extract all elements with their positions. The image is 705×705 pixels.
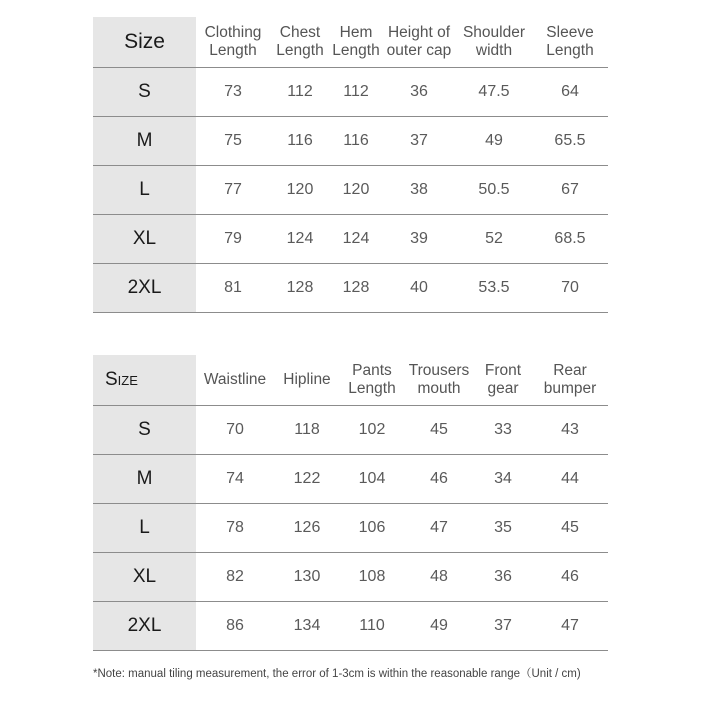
- measurement-cell: 53.5: [478, 278, 510, 296]
- column-header: [456, 17, 532, 67]
- measurement-cell: 39: [410, 229, 428, 247]
- measurement-cell: 128: [342, 278, 370, 296]
- column-header-line: Clothing: [204, 23, 262, 41]
- column-header-line: outer cap: [386, 41, 452, 59]
- measurement-cell: 128: [286, 278, 314, 296]
- measurement-cell: 74: [226, 469, 244, 487]
- measurement-cell: 118: [294, 420, 320, 438]
- measurement-cell: 45: [430, 420, 448, 438]
- column-header-line: Hem: [339, 23, 373, 41]
- size-label: S: [93, 67, 196, 116]
- top-size-table: [93, 17, 608, 313]
- measurement-cell: 126: [293, 518, 321, 536]
- measurement-cell: 130: [293, 567, 321, 585]
- size-label: 2XL: [93, 263, 196, 312]
- measurement-cell: 45: [561, 518, 579, 536]
- table-row: [93, 503, 608, 552]
- measurement-cell: 70: [561, 278, 579, 296]
- measurement-cell: 38: [410, 180, 428, 198]
- column-header-line: Trousers: [408, 361, 470, 379]
- measurement-cell: 120: [342, 180, 370, 198]
- measurement-cell: 36: [410, 82, 428, 100]
- column-header-line: Rear: [553, 361, 587, 379]
- measurement-cell: 40: [410, 278, 428, 296]
- measurement-cell: 104: [358, 469, 386, 487]
- measurement-cell: 47: [561, 616, 579, 634]
- size-column-header: Size: [93, 17, 196, 67]
- measurement-cell: 36: [494, 567, 512, 585]
- column-header: [532, 355, 608, 405]
- table-row: [93, 214, 608, 263]
- table-row: [93, 552, 608, 601]
- measurement-cell: 77: [224, 180, 242, 198]
- measurement-cell: 108: [358, 567, 386, 585]
- column-header-line: Sleeve: [546, 23, 594, 41]
- column-header-line: Height of: [387, 23, 451, 41]
- measurement-cell: 37: [494, 616, 512, 634]
- measurement-cell: 46: [561, 567, 579, 585]
- column-header-line: width: [475, 41, 513, 59]
- measurement-cell: 122: [293, 469, 321, 487]
- size-label: L: [93, 503, 196, 552]
- size-label: XL: [93, 552, 196, 601]
- size-label: S: [93, 405, 196, 454]
- measurement-cell: 82: [226, 567, 244, 585]
- column-header: [382, 17, 456, 67]
- measurement-cell: 106: [358, 518, 386, 536]
- measurement-cell: 64: [561, 82, 579, 100]
- measurement-cell: 134: [293, 616, 321, 634]
- column-header-line: gear: [487, 379, 519, 397]
- header-row: [93, 17, 608, 67]
- measurement-cell: 124: [286, 229, 314, 247]
- column-header-line: Length: [546, 41, 594, 59]
- measurement-cell: 68.5: [554, 229, 586, 247]
- column-header-line: Length: [348, 379, 396, 397]
- column-header: [274, 355, 340, 405]
- table-row: [93, 116, 608, 165]
- measurement-cell: 49: [485, 131, 503, 149]
- table-row: [93, 601, 608, 650]
- column-header: [532, 17, 608, 67]
- measurement-cell: 37: [410, 131, 428, 149]
- measurement-cell: 75: [224, 131, 242, 149]
- column-header: [404, 355, 474, 405]
- measurement-cell: 44: [561, 469, 579, 487]
- size-label: L: [93, 165, 196, 214]
- column-header-line: Pants: [352, 361, 392, 379]
- column-header-line: Chest: [279, 23, 321, 41]
- column-header-line: Length: [209, 41, 257, 59]
- measurement-cell: 52: [485, 229, 503, 247]
- column-header-line: Waistline: [203, 370, 267, 388]
- measurement-cell: 120: [286, 180, 314, 198]
- size-column-header: Size: [93, 355, 196, 405]
- measurement-cell: 48: [430, 567, 448, 585]
- column-header-line: Length: [332, 41, 380, 59]
- table-row: [93, 165, 608, 214]
- column-header: [474, 355, 532, 405]
- column-header-line: bumper: [543, 379, 597, 397]
- measurement-cell: 33: [494, 420, 512, 438]
- measurement-cell: 112: [287, 82, 313, 100]
- measurement-cell: 78: [226, 518, 244, 536]
- measurement-cell: 67: [561, 180, 579, 198]
- table-row: [93, 67, 608, 116]
- size-label: M: [93, 116, 196, 165]
- column-header: [196, 355, 274, 405]
- measurement-cell: 110: [359, 616, 385, 634]
- measurement-note: *Note: manual tiling measurement, the error of 1-3cm is within the reasonable range（Unit / cm): [93, 668, 581, 680]
- header-row: [93, 355, 608, 405]
- measurement-cell: 124: [342, 229, 370, 247]
- measurement-cell: 47.5: [478, 82, 510, 100]
- table-row: [93, 405, 608, 454]
- measurement-cell: 102: [358, 420, 386, 438]
- column-header-line: Length: [276, 41, 324, 59]
- measurement-cell: 49: [430, 616, 448, 634]
- column-header: [196, 17, 270, 67]
- table-row: [93, 263, 608, 312]
- measurement-cell: 73: [224, 82, 242, 100]
- measurement-cell: 43: [561, 420, 579, 438]
- size-label: 2XL: [93, 601, 196, 650]
- measurement-cell: 47: [430, 518, 448, 536]
- column-header: [340, 355, 404, 405]
- measurement-cell: 34: [494, 469, 512, 487]
- measurement-cell: 112: [343, 82, 369, 100]
- column-header-line: Hipline: [283, 370, 331, 388]
- column-header-line: Front: [484, 361, 522, 379]
- measurement-cell: 35: [494, 518, 512, 536]
- column-header-line: mouth: [417, 379, 461, 397]
- measurement-cell: 116: [287, 131, 313, 149]
- measurement-cell: 116: [343, 131, 369, 149]
- column-header: [330, 17, 382, 67]
- size-label: M: [93, 454, 196, 503]
- measurement-cell: 65.5: [554, 131, 586, 149]
- measurement-cell: 50.5: [478, 180, 510, 198]
- measurement-cell: 46: [430, 469, 448, 487]
- size-label: XL: [93, 214, 196, 263]
- column-header-line: Shoulder: [462, 23, 526, 41]
- bottom-size-table: [93, 355, 608, 651]
- column-header: [270, 17, 330, 67]
- measurement-cell: 70: [226, 420, 244, 438]
- measurement-cell: 79: [224, 229, 242, 247]
- measurement-cell: 86: [226, 616, 244, 634]
- table-row: [93, 454, 608, 503]
- measurement-cell: 81: [224, 278, 242, 296]
